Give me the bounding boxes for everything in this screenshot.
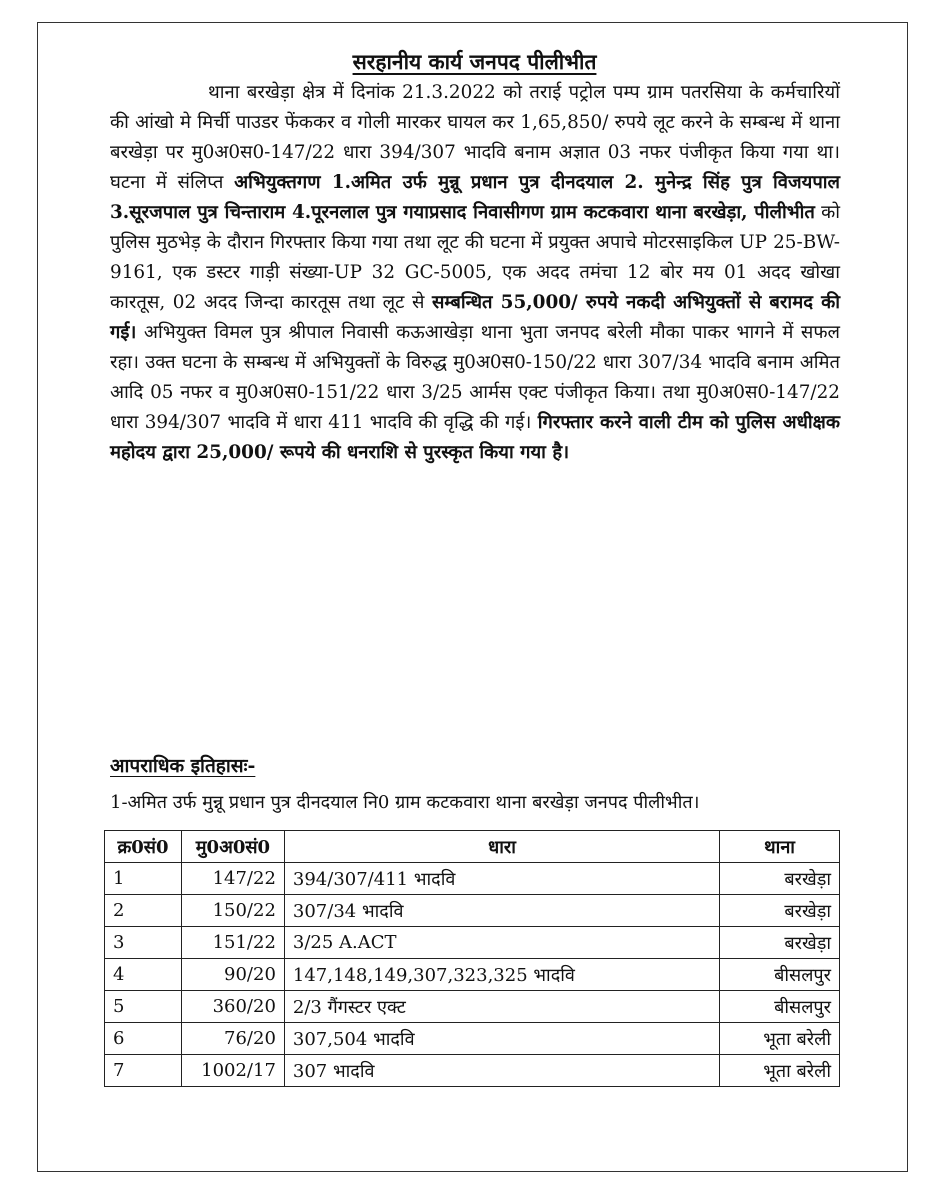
cell-fir: 151/22 <box>181 927 284 959</box>
document-title-text: सरहानीय कार्य जनपद पीलीभीत <box>352 49 597 74</box>
criminal-history-table <box>104 830 840 1087</box>
cell-section: 307/34 भादवि <box>284 895 719 927</box>
cell-station: बीसलपुर <box>720 959 840 991</box>
cell-station: भूता बरेली <box>720 1055 840 1087</box>
report-text-2: को पुलिस मुठभेड़ के दौरान गिरफ्तार किया गया तथा लूट की घटना में प्रयुक्त अपाचे मोटरसाइकिल UP 25-BW-9161, एक डस्टर गाड़ी संख्या-UP 32 GC-5005, एक अदद तमंचा 12 बोर मय 01 अदद खोखा कारतूस, 02 अदद जिन्दा कारतूस तथा लूट से <box>110 202 841 313</box>
report-text-3: अभियुक्त विमल पुत्र श्रीपाल निवासी कऊआखेड़ा थाना भुता जनपद बरेली मौका पाकर भागने में सफल रहा। उक्त घटना के सम्बन्ध में अभियुक्तों के विरुद्ध मु0अ0स0-150/22 धारा 307/34 भादवि बनाम अमित आदि 05 नफर व मु0अ0स0-151/22 धारा 3/25 आर्मस एक्ट पंजीकृत किया। तथा मु0अ0स0-147/22 धारा 394/307 भादवि में धारा 411 भादवि की वृद्धि की गई। <box>110 322 840 433</box>
cell-station: भूता बरेली <box>720 1023 840 1055</box>
table-row <box>105 991 840 1023</box>
cell-section: 3/25 A.ACT <box>284 927 719 959</box>
cell-fir: 150/22 <box>181 895 284 927</box>
cell-fir: 90/20 <box>181 959 284 991</box>
table-row <box>105 959 840 991</box>
cell-section: 307,504 भादवि <box>284 1023 719 1055</box>
cell-section: 147,148,149,307,323,325 भादवि <box>284 959 719 991</box>
header-fir: मु0अ0सं0 <box>181 831 284 863</box>
cell-serial: 2 <box>105 895 182 927</box>
document-title <box>0 48 949 76</box>
criminal-history-heading: आपराधिक इतिहासः- <box>110 755 256 777</box>
header-station: थाना <box>720 831 840 863</box>
cell-fir: 1002/17 <box>181 1055 284 1087</box>
table-row <box>105 927 840 959</box>
header-section: धारा <box>284 831 719 863</box>
cell-serial: 6 <box>105 1023 182 1055</box>
cell-serial: 3 <box>105 927 182 959</box>
cell-section: 307 भादवि <box>284 1055 719 1087</box>
recovery-bold: सम्बन्धित 55,000/ रुपये नकदी अभियुक्तों से बरामद की गई। <box>110 292 840 343</box>
cell-fir: 360/20 <box>181 991 284 1023</box>
cell-section: 2/3 गैंगस्टर एक्ट <box>284 991 719 1023</box>
table-row <box>105 1055 840 1087</box>
reward-bold: गिरफ्तार करने वाली टीम को पुलिस अधीक्षक महोदय द्वारा 25,000/ रूपये की धनराशि से पुरस्कृत किया गया है। <box>110 412 840 463</box>
cell-station: बरखेड़ा <box>720 895 840 927</box>
table-row <box>105 863 840 895</box>
report-body <box>110 78 840 468</box>
accused-person-line: 1-अमित उर्फ मुन्नू प्रधान पुत्र दीनदयाल नि0 ग्राम कटकवारा थाना बरखेड़ा जनपद पीलीभीत। <box>110 792 700 813</box>
cell-fir: 147/22 <box>181 863 284 895</box>
cell-serial: 7 <box>105 1055 182 1087</box>
table-row <box>105 895 840 927</box>
table-header-row <box>105 831 840 863</box>
report-text-1: थाना बरखेड़ा क्षेत्र में दिनांक 21.3.2022 को तराई पट्रोल पम्प ग्राम पतरसिया के कर्मचारियों की आंखो मे मिर्ची पाउडर फेंककर व गोली मारकर घायल कर 1,65,850/ रुपये लूट करने के सम्बन्ध में थाना बरखेड़ा पर मु0अ0स0-147/22 धारा 394/307 भादवि बनाम अज्ञात 03 नफर पंजीकृत किया गया था। घटना में संलिप्त <box>110 82 840 193</box>
report-paragraph <box>110 78 840 468</box>
table-row <box>105 1023 840 1055</box>
cell-station: बरखेड़ा <box>720 863 840 895</box>
cell-serial: 4 <box>105 959 182 991</box>
cell-station: बीसलपुर <box>720 991 840 1023</box>
cell-serial: 5 <box>105 991 182 1023</box>
cell-serial: 1 <box>105 863 182 895</box>
cell-fir: 76/20 <box>181 1023 284 1055</box>
accused-names-bold: अभियुक्तगण 1.अमित उर्फ मुन्नू प्रधान पुत्र दीनदयाल 2. मुनेन्द्र सिंह पुत्र विजयपाल 3.सूरजपाल पुत्र चिन्ताराम 4.पूरनलाल पुत्र गयाप्रसाद निवासीगण ग्राम कटकवारा थाना बरखेड़ा, पीलीभीत <box>110 172 840 223</box>
cell-section: 394/307/411 भादवि <box>284 863 719 895</box>
header-serial: क्र0सं0 <box>105 831 182 863</box>
cell-station: बरखेड़ा <box>720 927 840 959</box>
